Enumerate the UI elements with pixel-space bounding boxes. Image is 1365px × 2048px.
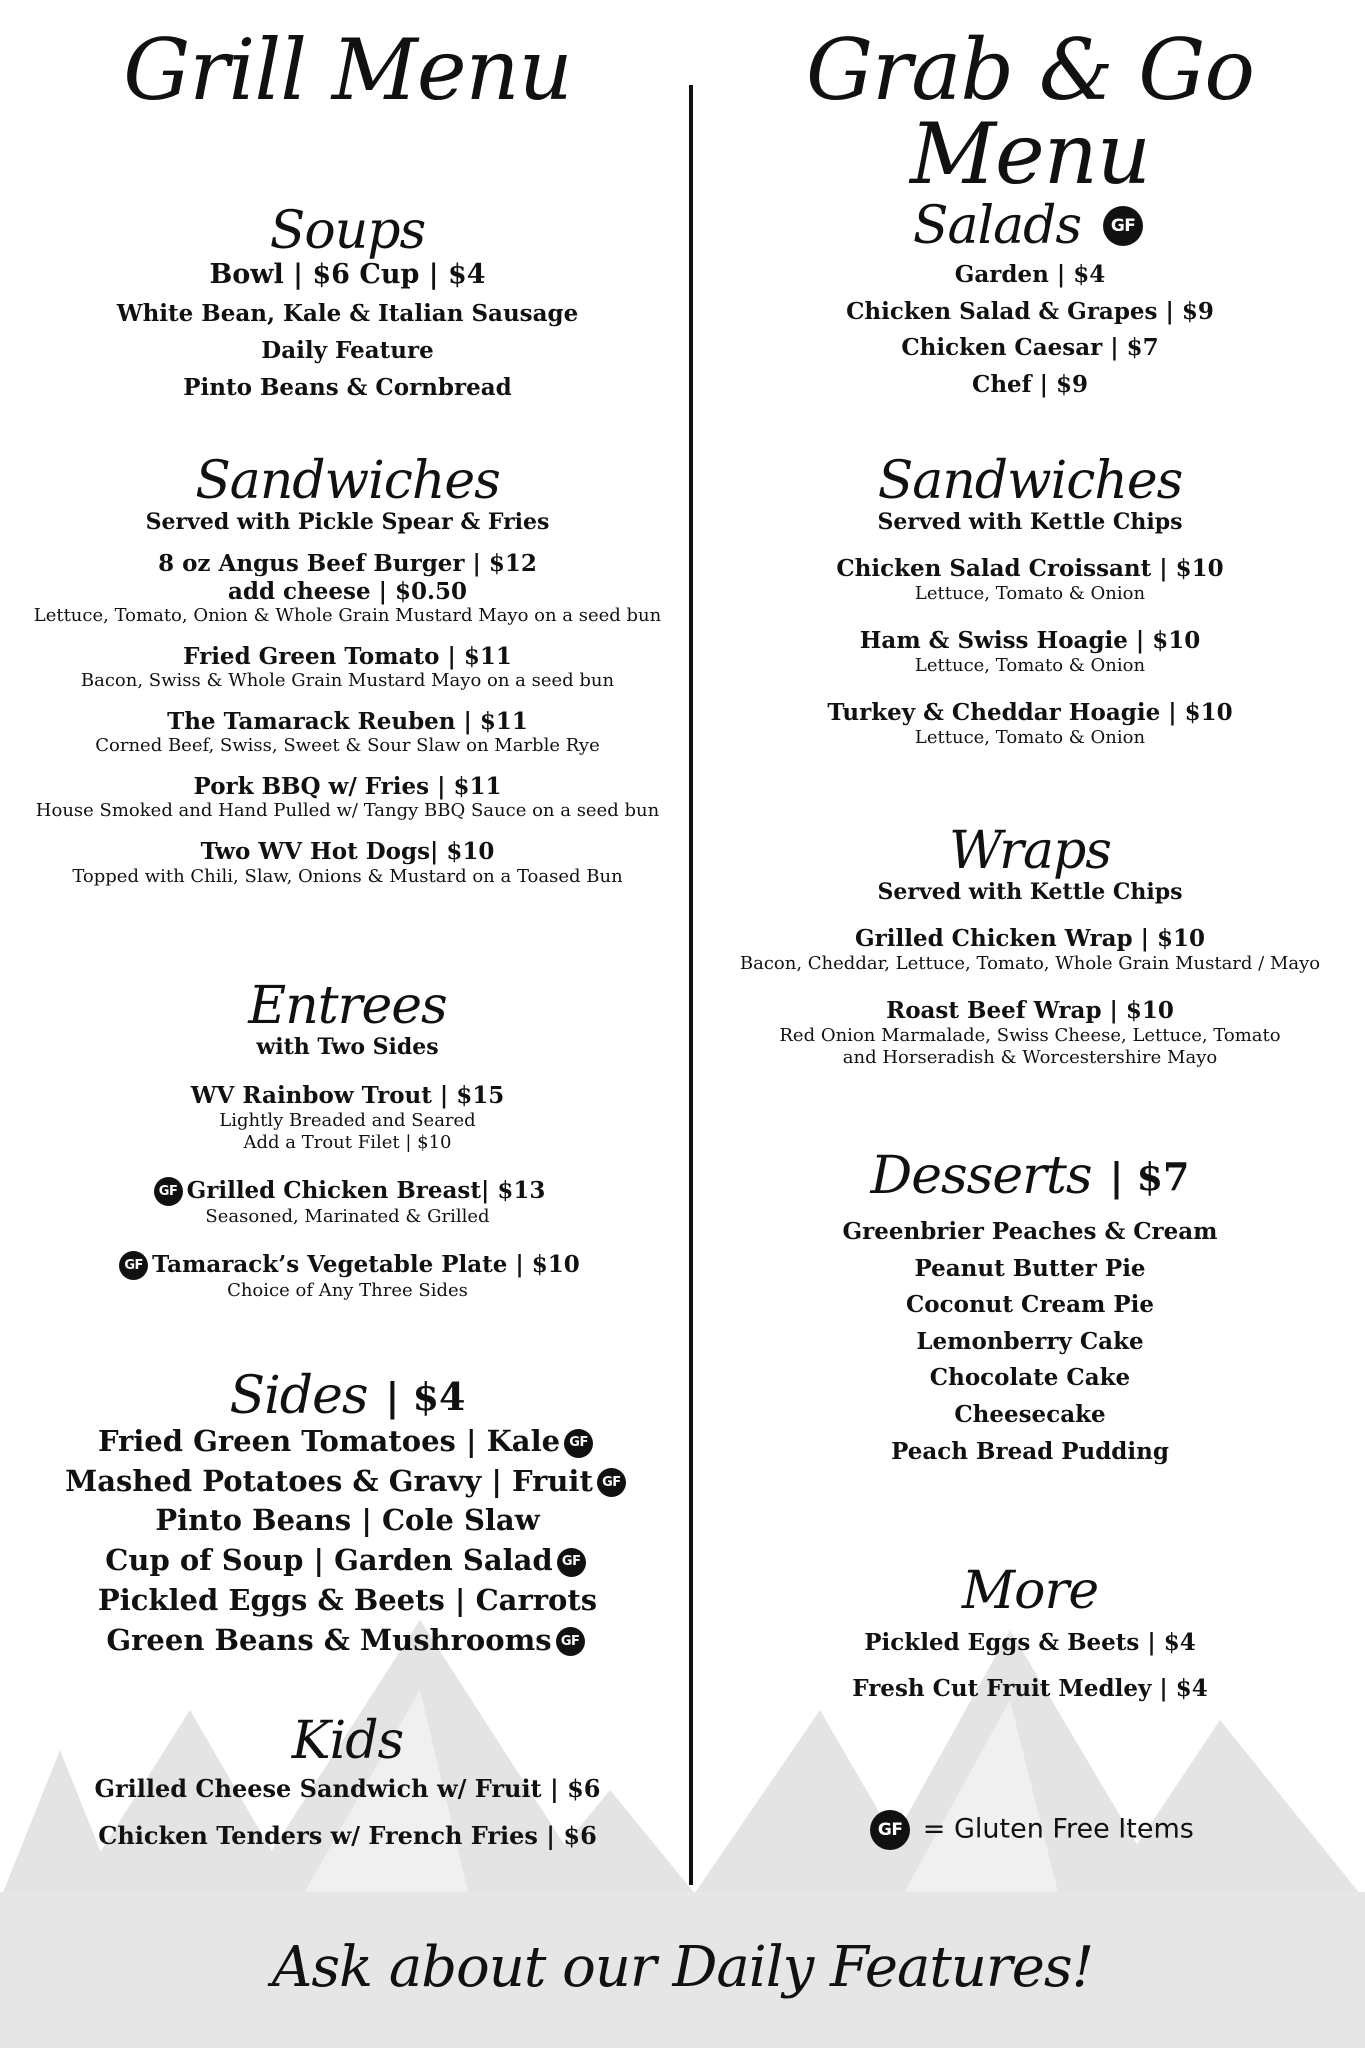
gluten-free-icon: GF bbox=[154, 1177, 183, 1206]
side-line: Cup of Soup | Garden Salad bbox=[105, 1543, 553, 1578]
entree-desc: Seasoned, Marinated & Grilled bbox=[205, 1206, 490, 1228]
kids-item: Chicken Tenders w/ French Fries | $6 bbox=[98, 1820, 597, 1850]
gluten-free-legend bbox=[695, 1810, 1365, 1850]
salad-item: Chef | $9 bbox=[972, 370, 1088, 398]
sandwiches-subtitle: Served with Kettle Chips bbox=[877, 509, 1183, 535]
side-line: Pinto Beans | Cole Slaw bbox=[155, 1503, 540, 1538]
sandwich-desc: Lettuce, Tomato & Onion bbox=[914, 582, 1146, 604]
gluten-free-icon: GF bbox=[870, 1810, 910, 1850]
salad-item: Chicken Caesar | $7 bbox=[901, 334, 1159, 362]
dessert-item: Coconut Cream Pie bbox=[905, 1291, 1155, 1319]
wrap-name: Roast Beef Wrap | $10 bbox=[886, 997, 1174, 1025]
entree-name: WV Rainbow Trout | $15 bbox=[190, 1082, 505, 1109]
kids-section bbox=[0, 1711, 695, 1851]
entrees-section bbox=[0, 976, 695, 1303]
desserts-title: Desserts bbox=[870, 1146, 1092, 1206]
gluten-free-icon: GF bbox=[119, 1251, 148, 1280]
salads-title: Salads bbox=[912, 196, 1082, 256]
entree-desc: Add a Trout Filet | $10 bbox=[243, 1132, 452, 1154]
dessert-item: Cheesecake bbox=[954, 1400, 1106, 1428]
sandwich-name: Ham & Swiss Hoagie | $10 bbox=[859, 627, 1201, 655]
more-title: More bbox=[961, 1561, 1099, 1621]
side-line: Pickled Eggs & Beets | Carrots bbox=[97, 1582, 598, 1617]
wraps-section bbox=[695, 821, 1365, 1070]
entree-desc: Lightly Breaded and Seared bbox=[219, 1109, 476, 1131]
side-line: Fried Green Tomatoes | Kale bbox=[97, 1424, 561, 1458]
soups-title: Soups bbox=[269, 201, 426, 261]
desserts-section bbox=[695, 1146, 1365, 1465]
sandwich-desc: Lettuce, Tomato & Onion bbox=[914, 726, 1146, 748]
dessert-item: Lemonberry Cake bbox=[916, 1327, 1144, 1355]
sandwich-name: The Tamarack Reuben | $11 bbox=[167, 707, 528, 735]
wraps-title: Wraps bbox=[949, 821, 1111, 881]
wrap-name: Grilled Chicken Wrap | $10 bbox=[854, 925, 1206, 952]
sandwich-desc: Bacon, Swiss & Whole Grain Mustard Mayo on a seed bun bbox=[80, 670, 615, 692]
entrees-title: Entrees bbox=[248, 976, 447, 1036]
burger-desc: Lettuce, Tomato, Onion & Whole Grain Mustard Mayo on a seed bun bbox=[33, 605, 662, 627]
entree-name: Grilled Chicken Breast| $13 bbox=[186, 1176, 546, 1204]
kids-title: Kids bbox=[291, 1711, 404, 1771]
desserts-price: | $7 bbox=[1109, 1153, 1190, 1199]
dessert-item: Greenbrier Peaches & Cream bbox=[842, 1218, 1218, 1245]
salads-section bbox=[695, 196, 1365, 398]
wrap-desc: and Horseradish & Worcestershire Mayo bbox=[842, 1047, 1218, 1069]
dessert-item: Peanut Butter Pie bbox=[914, 1254, 1146, 1282]
dessert-item: Peach Bread Pudding bbox=[891, 1437, 1169, 1465]
sandwich-desc: House Smoked and Hand Pulled w/ Tangy BBQ Sauce on a seed bun bbox=[35, 800, 660, 822]
kids-item: Grilled Cheese Sandwich w/ Fruit | $6 bbox=[94, 1774, 601, 1803]
footer-daily-features: Ask about our Daily Features! bbox=[271, 1935, 1094, 2000]
wrap-desc: Bacon, Cheddar, Lettuce, Tomato, Whole Grain Mustard / Mayo bbox=[739, 952, 1321, 974]
legend-text: = Gluten Free Items bbox=[922, 1813, 1194, 1845]
grab-and-go-title: Grab & Go Menu bbox=[806, 21, 1254, 203]
soup-item: Daily Feature bbox=[261, 336, 434, 364]
more-section bbox=[695, 1561, 1365, 1702]
gluten-free-icon: GF bbox=[597, 1468, 626, 1497]
sandwich-name: Pork BBQ w/ Fries | $11 bbox=[193, 772, 502, 800]
sandwich-desc: Corned Beef, Swiss, Sweet & Sour Slaw on Marble Rye bbox=[95, 735, 600, 757]
burger-name: 8 oz Angus Beef Burger | $12 bbox=[158, 550, 537, 577]
wrap-desc: Red Onion Marmalade, Swiss Cheese, Lettuce, Tomato bbox=[779, 1024, 1281, 1046]
more-item: Fresh Cut Fruit Medley | $4 bbox=[852, 1674, 1208, 1702]
entree-name: Tamarack’s Vegetable Plate | $10 bbox=[152, 1250, 580, 1278]
sandwich-name: Two WV Hot Dogs| $10 bbox=[200, 837, 495, 865]
gluten-free-icon: GF bbox=[556, 1627, 585, 1656]
grill-sandwiches-section bbox=[0, 451, 695, 888]
sandwich-name: Turkey & Cheddar Hoagie | $10 bbox=[827, 699, 1233, 727]
more-item: Pickled Eggs & Beets | $4 bbox=[864, 1629, 1196, 1656]
gluten-free-icon: GF bbox=[557, 1548, 586, 1577]
salad-item: Chicken Salad & Grapes | $9 bbox=[846, 297, 1214, 325]
soup-item: Pinto Beans & Cornbread bbox=[183, 373, 512, 401]
burger-addon: add cheese | $0.50 bbox=[227, 577, 468, 605]
soup-price-line: Bowl | $6 Cup | $4 bbox=[209, 259, 486, 290]
entree-desc: Choice of Any Three Sides bbox=[227, 1280, 468, 1302]
grab-go-sandwiches-section bbox=[695, 451, 1365, 749]
sandwich-desc: Lettuce, Tomato & Onion bbox=[914, 654, 1146, 676]
entrees-subtitle: with Two Sides bbox=[256, 1034, 439, 1060]
sandwich-desc: Topped with Chili, Slaw, Onions & Mustard on a Toased Bun bbox=[72, 865, 623, 887]
sides-title: Sides bbox=[229, 1366, 368, 1426]
grill-menu-title: Grill Menu bbox=[123, 21, 572, 119]
soup-item: White Bean, Kale & Italian Sausage bbox=[116, 300, 579, 328]
dessert-item: Chocolate Cake bbox=[929, 1364, 1131, 1392]
sides-price: | $4 bbox=[385, 1373, 466, 1419]
sandwiches-subtitle: Served with Pickle Spear & Fries bbox=[145, 509, 550, 535]
sandwiches-title: Sandwiches bbox=[877, 451, 1183, 511]
soups-section bbox=[0, 201, 695, 401]
salad-item: Garden | $4 bbox=[954, 261, 1106, 288]
sides-section bbox=[0, 1366, 695, 1660]
sandwiches-title: Sandwiches bbox=[195, 451, 500, 511]
side-line: Green Beans & Mushrooms bbox=[106, 1622, 552, 1657]
wraps-subtitle: Served with Kettle Chips bbox=[877, 879, 1183, 905]
side-line: Mashed Potatoes & Gravy | Fruit bbox=[65, 1463, 593, 1498]
gluten-free-icon: GF bbox=[1103, 206, 1143, 246]
sandwich-name: Chicken Salad Croissant | $10 bbox=[836, 555, 1224, 582]
gluten-free-icon: GF bbox=[564, 1429, 593, 1458]
sandwich-name: Fried Green Tomato | $11 bbox=[183, 642, 512, 670]
